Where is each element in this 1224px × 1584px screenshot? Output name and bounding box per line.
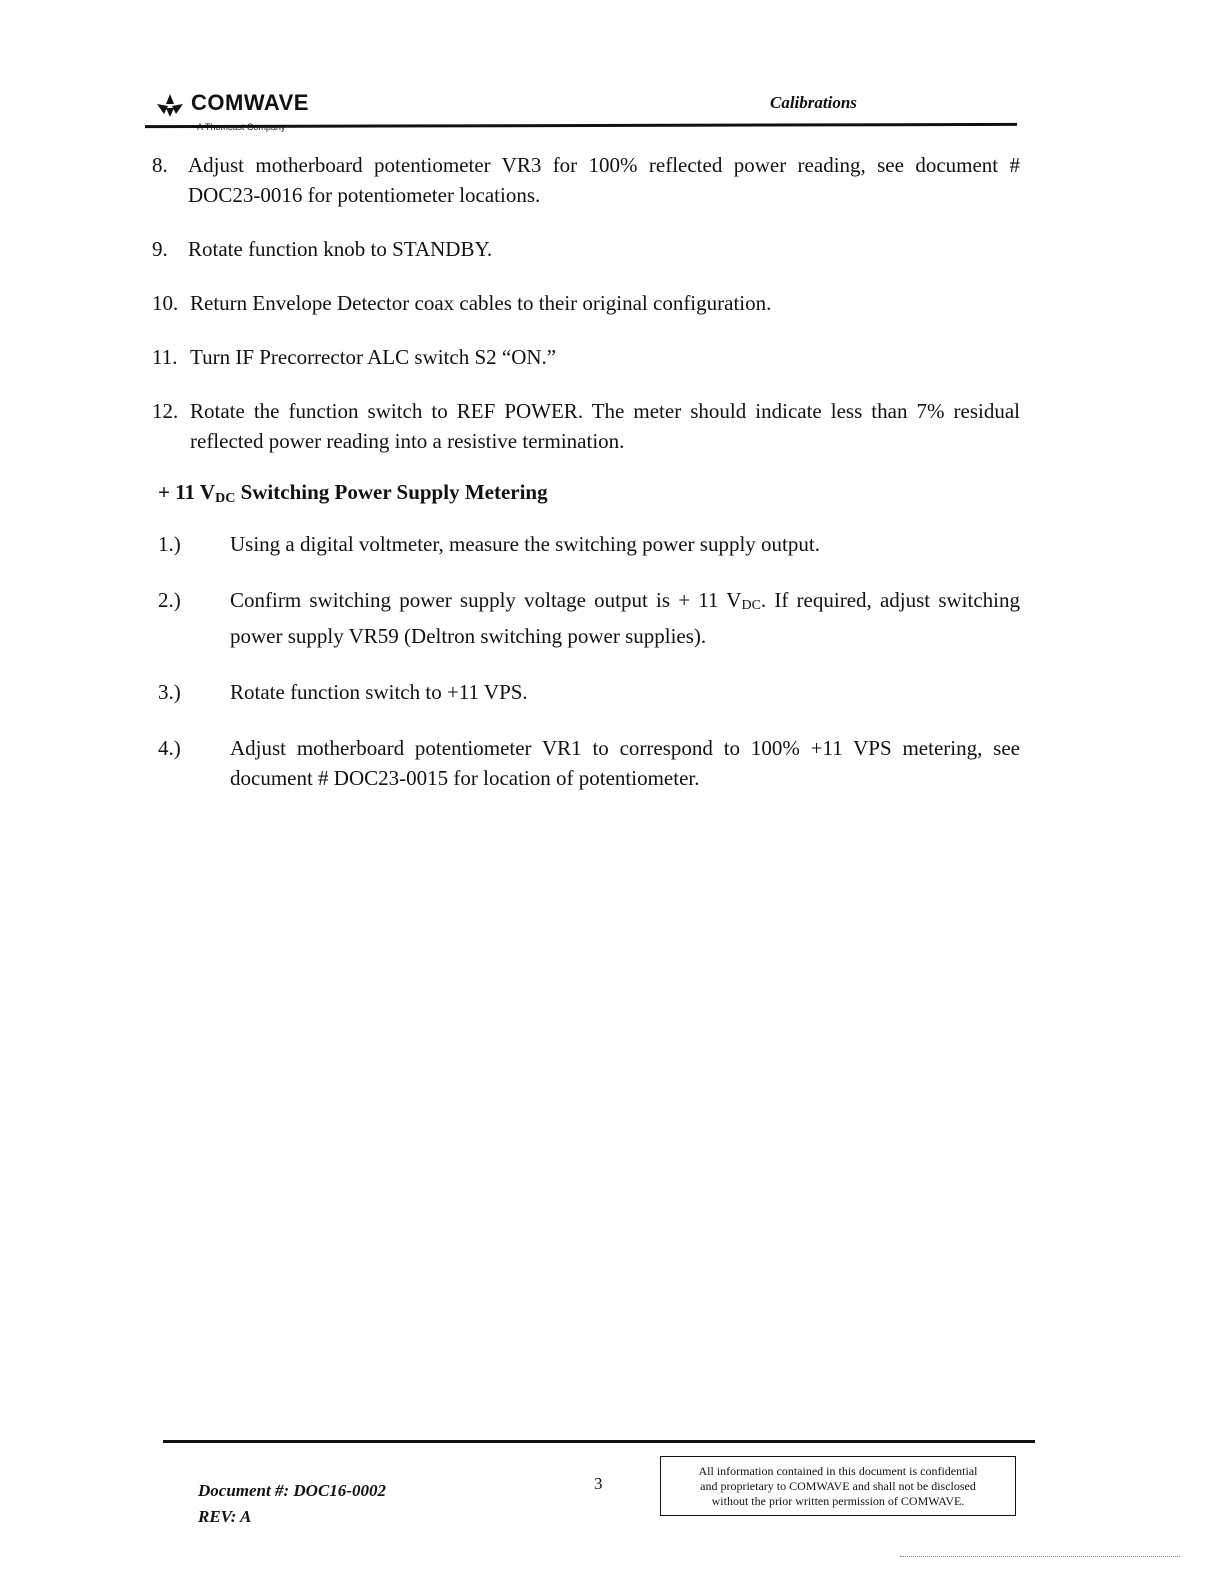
step-number: 8. (152, 153, 168, 177)
document-revision: REV: A (198, 1507, 252, 1526)
step-text: Turn IF Precorrector ALC switch S2 “ON.” (190, 345, 557, 369)
step-text: Adjust motherboard potentiometer VR1 to correspond to 100% +11 VPS metering, see document # DOC23-0015 for location of potentiometer. (230, 736, 1020, 790)
confidentiality-line-3: without the prior written permission of COMWAVE. (711, 1494, 965, 1508)
document-number: Document #: DOC16-0002 (198, 1481, 386, 1500)
confidentiality-notice (660, 1456, 1016, 1516)
step-text-subscript: DC (741, 598, 761, 613)
step-number: 9. (152, 237, 168, 261)
section-heading (158, 480, 1020, 507)
page-section-title: Calibrations (770, 93, 857, 112)
step-number: 2.) (158, 588, 181, 612)
step-number: 11. (152, 345, 178, 369)
power-step-3 (152, 677, 1020, 707)
step-text-part-b: . If required, adjust switching power supply VR59 (Deltron switching power supplies). (230, 588, 1020, 648)
page-number: 3 (594, 1474, 603, 1493)
step-text: Rotate function knob to STANDBY. (188, 237, 493, 261)
step-10 (152, 288, 1020, 318)
confidentiality-line-1: All information contained in this document is confidential (698, 1464, 978, 1478)
section-heading-suffix: Switching Power Supply Metering (235, 480, 548, 504)
company-logo (155, 88, 355, 136)
document-body (152, 150, 1020, 819)
footer-divider (163, 1440, 1035, 1443)
step-text: Rotate the function switch to REF POWER. The meter should indicate less than 7% residual reflected power reading into a resistive termination. (190, 399, 1020, 453)
document-info (198, 1478, 386, 1530)
scan-artifact (900, 1556, 1180, 1559)
step-text: Adjust motherboard potentiometer VR3 for 100% reflected power reading, see document # DOC23-0016 for potentiometer locations. (188, 153, 1020, 207)
section-heading-subscript: DC (215, 491, 236, 506)
power-step-1 (152, 529, 1020, 559)
step-number: 10. (152, 291, 179, 315)
step-text: Return Envelope Detector coax cables to their original configuration. (190, 291, 772, 315)
step-9 (152, 234, 1020, 264)
confidentiality-line-2: and proprietary to COMWAVE and shall not be disclosed (700, 1479, 976, 1493)
step-number: 3.) (158, 680, 181, 704)
brand-name: COMWAVE (191, 90, 309, 115)
step-number: 12. (152, 399, 179, 423)
step-text (152, 585, 1020, 651)
step-text: Using a digital voltmeter, measure the switching power supply output. (230, 532, 820, 556)
step-8 (152, 150, 1020, 210)
step-text-part-a: Confirm switching power supply voltage output is + 11 V (230, 588, 742, 612)
section-heading-prefix: + 11 V (158, 480, 216, 504)
comwave-logo-icon (155, 92, 185, 118)
step-11 (152, 342, 1020, 372)
step-number: 1.) (158, 532, 181, 556)
power-step-2 (152, 585, 1020, 651)
step-text: Rotate function switch to +11 VPS. (230, 680, 528, 704)
step-12 (152, 396, 1020, 456)
power-step-4 (152, 733, 1020, 793)
step-number: 4.) (158, 736, 181, 760)
